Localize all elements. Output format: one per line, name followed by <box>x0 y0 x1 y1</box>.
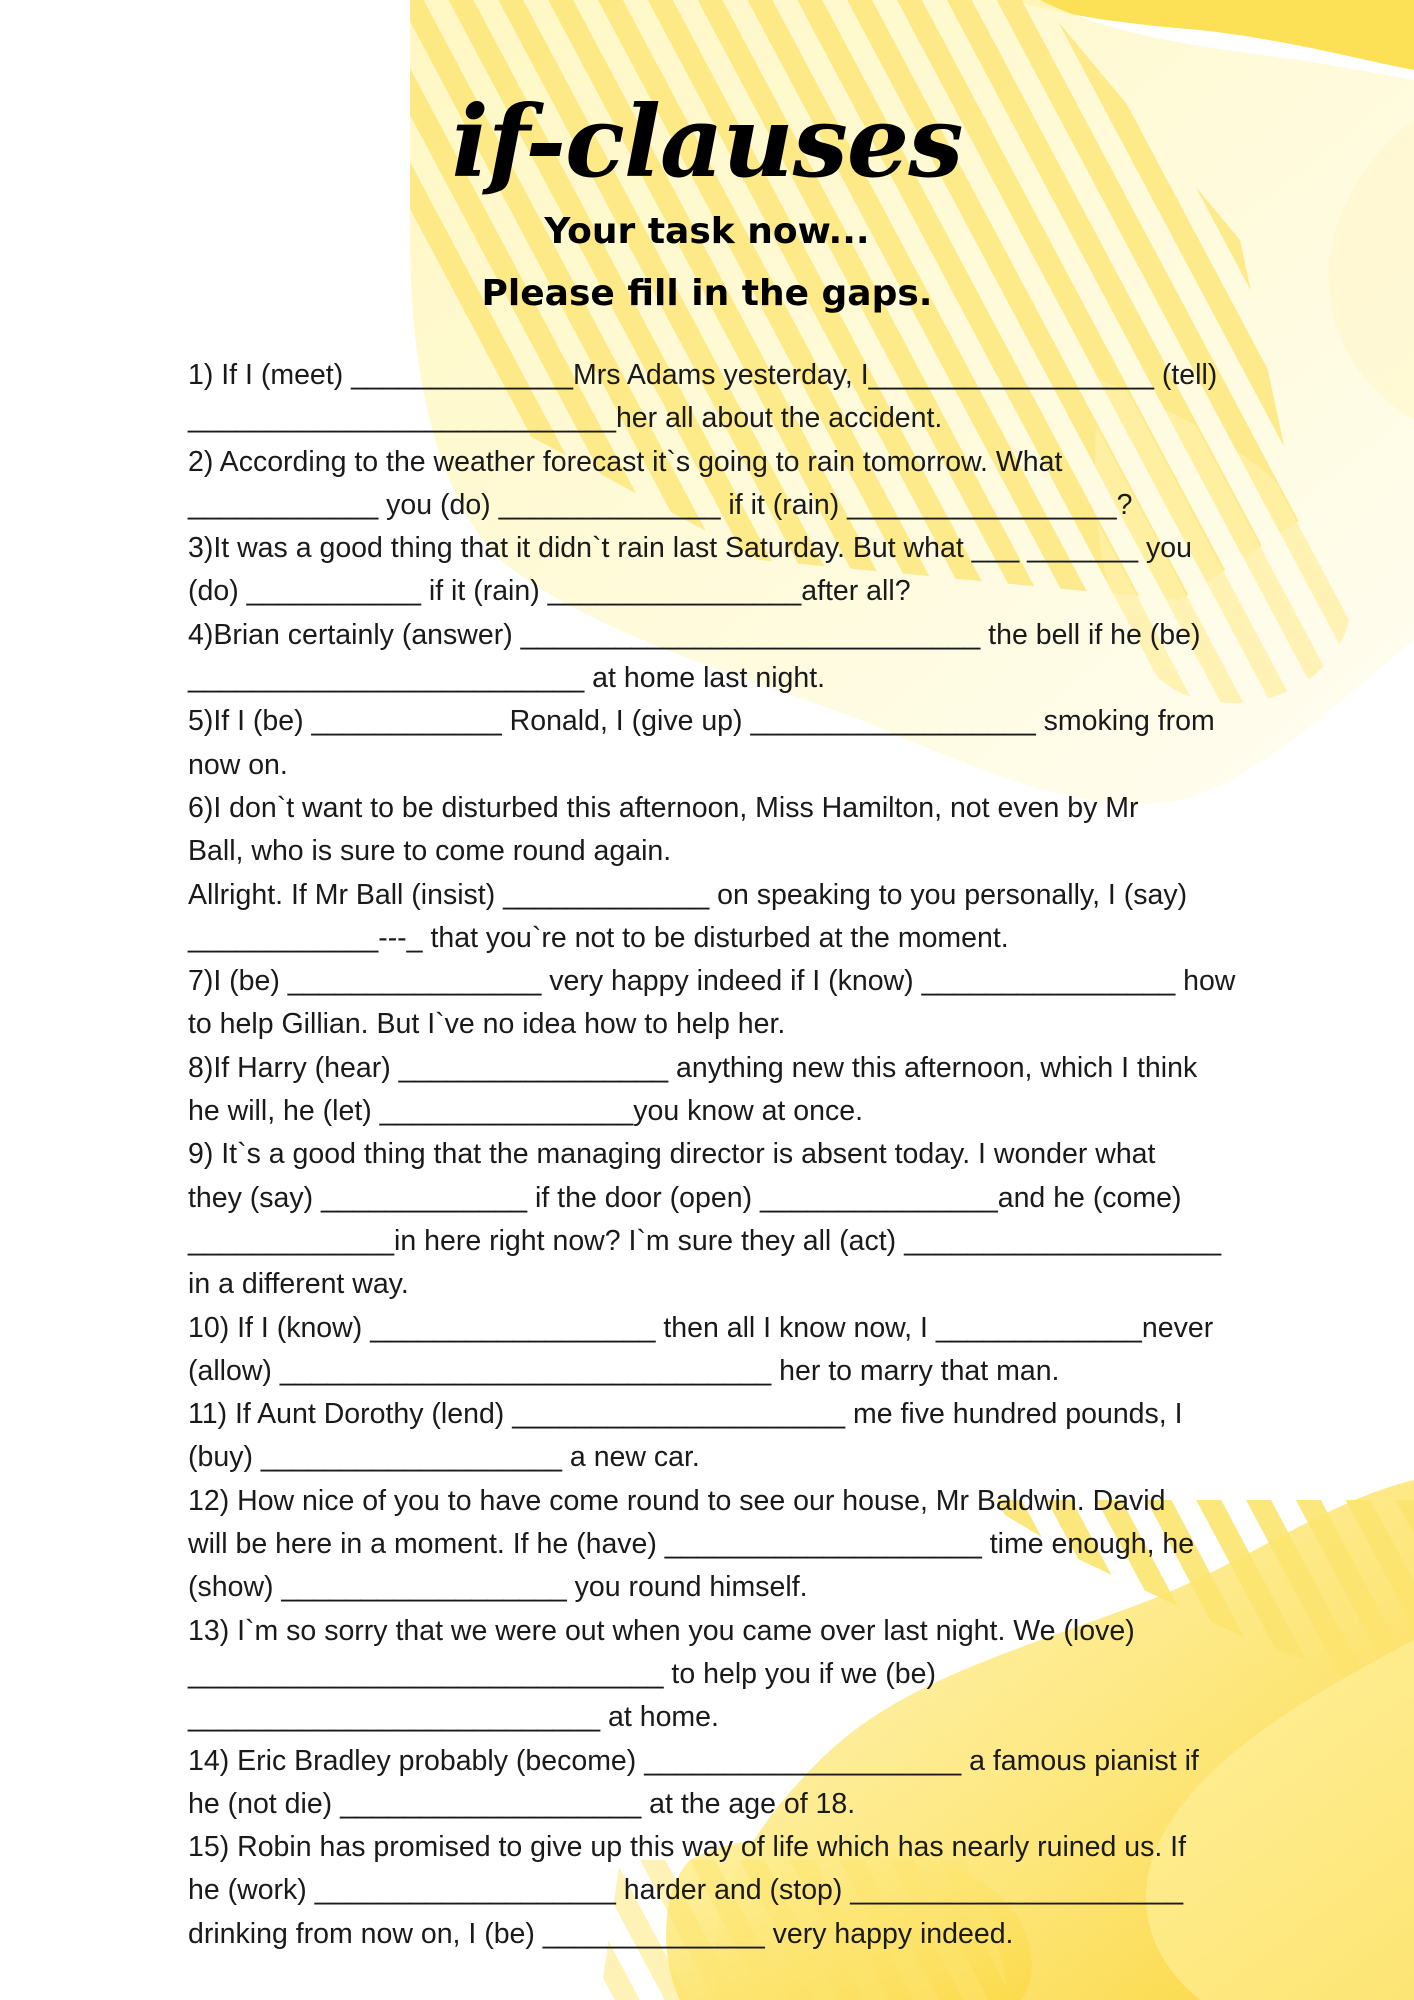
subtitle-instruction: Please fill in the gaps. <box>481 273 933 314</box>
exercise-line: 8)If Harry (hear) _________________ anything new this afternoon, which I think <box>188 1051 1198 1084</box>
exercise-line: now on. <box>188 748 288 781</box>
page-title: if-clauses <box>451 85 963 200</box>
exercise-line: 5)If I (be) ____________ Ronald, I (give up) __________________ smoking from <box>188 705 1215 738</box>
exercise-line: ____________---_ that you`re not to be disturbed at the moment. <box>188 921 1009 954</box>
exercise-line: (do) ___________ if it (rain) ________________after all? <box>188 575 911 608</box>
exercise-line: to help Gillian. But I`ve no idea how to help her. <box>188 1008 786 1041</box>
subtitle-task: Your task now... <box>544 211 870 252</box>
exercise-line: 14) Eric Bradley probably (become) ____________________ a famous pianist if <box>188 1744 1199 1777</box>
exercise-line: ______________________________ to help you if we (be) <box>188 1657 936 1690</box>
exercise-line: 11) If Aunt Dorothy (lend) _____________________ me five hundred pounds, I <box>188 1398 1183 1431</box>
exercise-line: 2) According to the weather forecast it`s going to rain tomorrow. What <box>188 445 1063 478</box>
exercise-line: 3)It was a good thing that it didn`t rain last Saturday. But what ___ _______ you <box>188 532 1192 565</box>
exercise-line: Allright. If Mr Ball (insist) _____________ on speaking to you personally, I (say) <box>188 878 1188 911</box>
exercise-line: they (say) _____________ if the door (open) _______________and he (come) <box>188 1181 1182 1214</box>
exercise-line: _____________in here right now? I`m sure they all (act) ____________________ <box>188 1224 1222 1257</box>
exercise-line: will be here in a moment. If he (have) ____________________ time enough, he <box>188 1528 1195 1561</box>
exercise-line: (show) __________________ you round himself. <box>188 1571 808 1604</box>
exercise-line: 1) If I (meet) ______________Mrs Adams yesterday, I__________________ (tell) <box>188 359 1218 391</box>
exercise-line: _________________________ at home last night. <box>188 662 826 695</box>
exercise-line: 13) I`m so sorry that we were out when you came over last night. We (love) <box>188 1614 1135 1647</box>
exercise-line: 4)Brian certainly (answer) _____________________________ the bell if he (be) <box>188 618 1201 651</box>
exercise-line: __________________________ at home. <box>188 1701 719 1734</box>
exercise-line: he will, he (let) ________________you know at once. <box>188 1095 863 1128</box>
exercise-line: 9) It`s a good thing that the managing director is absent today. I wonder what <box>188 1138 1156 1171</box>
exercise-line: 15) Robin has promised to give up this way of life which has nearly ruined us. If <box>188 1831 1187 1864</box>
exercise-line: drinking from now on, I (be) ______________ very happy indeed. <box>188 1917 1014 1950</box>
exercise-line: 7)I (be) ________________ very happy indeed if I (know) ________________ how <box>188 965 1236 998</box>
exercise-line: ___________________________her all about the accident. <box>188 402 943 435</box>
exercise-line: he (not die) ___________________ at the age of 18. <box>188 1787 856 1820</box>
exercise-line: in a different way. <box>188 1268 409 1301</box>
exercise-line: 10) If I (know) __________________ then all I know now, I _____________never <box>188 1311 1214 1344</box>
exercise-line: (buy) ___________________ a new car. <box>188 1441 700 1474</box>
exercise-line: Ball, who is sure to come round again. <box>188 835 672 868</box>
exercise-line: (allow) _______________________________ her to marry that man. <box>188 1354 1060 1387</box>
exercise-line: ____________ you (do) ______________ if it (rain) _________________? <box>188 488 1133 521</box>
exercise-line: 6)I don`t want to be disturbed this afternoon, Miss Hamilton, not even by Mr <box>188 791 1139 824</box>
exercise-line: he (work) ___________________ harder and (stop) _____________________ <box>188 1874 1184 1907</box>
exercise-line: 12) How nice of you to have come round to see our house, Mr Baldwin. David <box>188 1484 1166 1517</box>
exercise-text <box>188 354 1313 1956</box>
